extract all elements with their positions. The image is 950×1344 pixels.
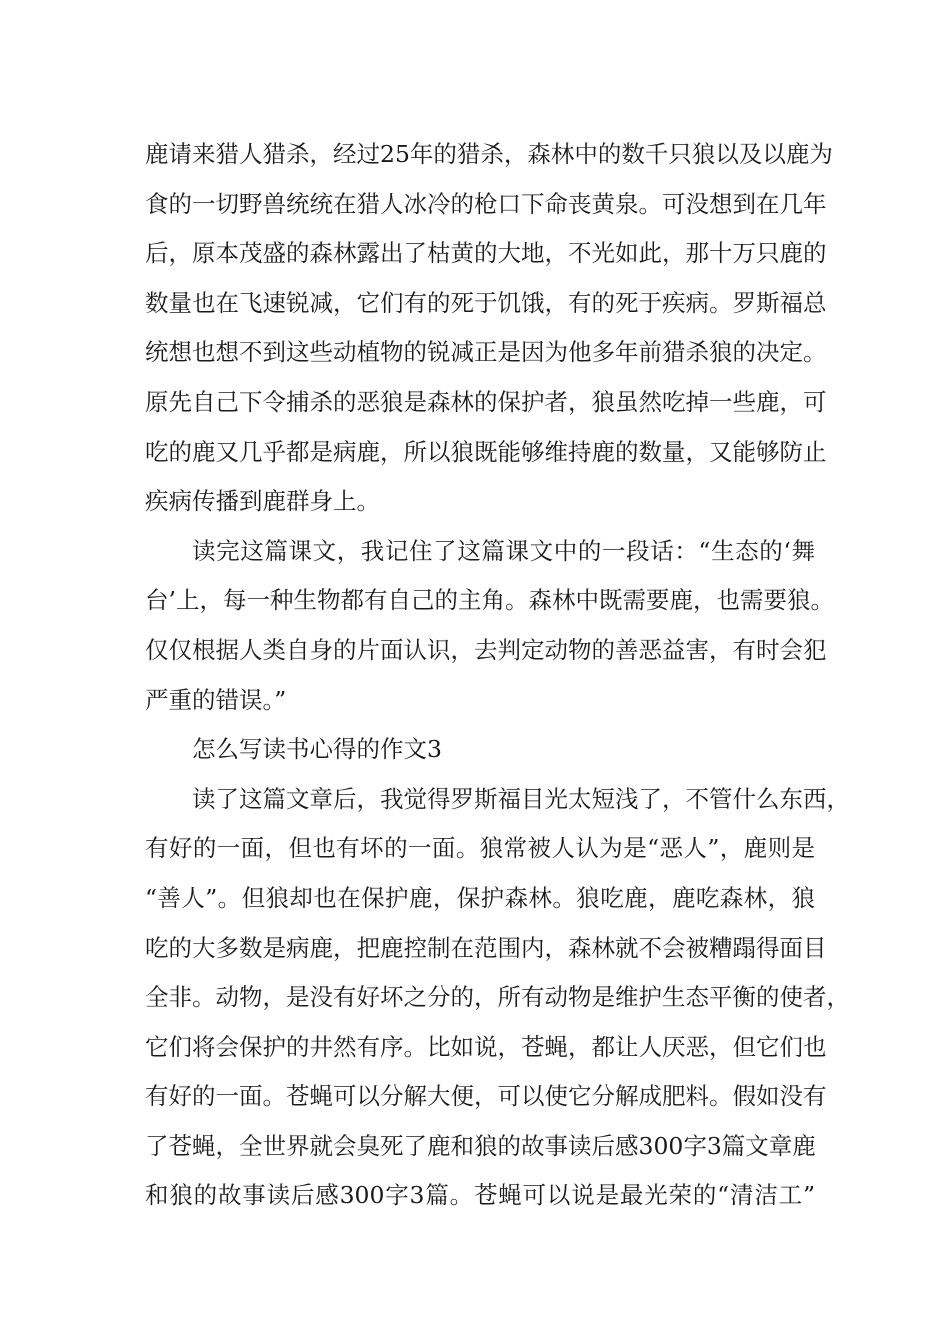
- text-line: 仅仅根据人类自身的片面认识，去判定动物的善恶益害，有时会犯: [145, 635, 827, 664]
- text-line: 它们将会保护的井然有序。比如说，苍蝇，都让人厌恶，但它们也: [145, 1032, 827, 1061]
- text-line: 和狼的故事读后感300字3篇。苍蝇可以说是最光荣的“清洁工”: [145, 1181, 815, 1210]
- section-heading: [145, 725, 815, 775]
- text-line: 台’上，每一种生物都有自己的主角。森林中既需要鹿，也需要狼。: [145, 586, 834, 615]
- paragraph: [145, 527, 834, 725]
- text-line: 严重的错误。”: [145, 685, 287, 714]
- text-line: 了苍蝇，全世界就会臭死了鹿和狼的故事读后感300字3篇文章鹿: [145, 1131, 816, 1160]
- text-line: 鹿请来猎人猎杀，经过25年的猎杀，森林中的数千只狼以及以鹿为: [145, 140, 833, 168]
- text-line: 有好的一面，但也有坏的一面。狼常被人认为是“恶人”，鹿则是: [145, 834, 815, 863]
- paragraph: [145, 775, 850, 1221]
- text-line: “善人”。但狼却也在保护鹿，保护森林。狼吃鹿，鹿吃森林，狼: [145, 883, 815, 912]
- text-line: 吃的大多数是病鹿，把鹿控制在范围内，森林就不会被糟蹋得面目: [145, 933, 827, 962]
- text-line: 全非。动物，是没有好坏之分的，所有动物是维护生态平衡的使者，: [145, 983, 850, 1012]
- text-line: 读完这篇课文，我记住了这篇课文中的一段话：“生态的‘舞: [192, 536, 815, 565]
- text-line: 有好的一面。苍蝇可以分解大便，可以使它分解成肥料。假如没有: [145, 1082, 827, 1111]
- paragraph: [145, 130, 833, 527]
- text-line: 读了这篇文章后，我觉得罗斯福目光太短浅了，不管什么东西，: [192, 784, 850, 813]
- document-body: [145, 130, 850, 1221]
- text-line: 后，原本茂盛的森林露出了枯黄的大地，不光如此，那十万只鹿的: [145, 239, 827, 268]
- text-line: 食的一切野兽统统在猎人冰冷的枪口下命丧黄泉。可没想到在几年: [145, 189, 827, 218]
- text-line: 吃的鹿又几乎都是病鹿，所以狼既能够维持鹿的数量，又能够防止: [145, 437, 827, 466]
- text-line: 疾病传播到鹿群身上。: [145, 487, 380, 516]
- text-line: 统想也想不到这些动植物的锐减正是因为他多年前猎杀狼的决定。: [145, 338, 827, 367]
- text-line: 怎么写读书心得的作文3: [192, 735, 442, 764]
- text-line: 数量也在飞速锐减，它们有的死于饥饿，有的死于疾病。罗斯福总: [145, 288, 827, 317]
- text-line: 原先自己下令捕杀的恶狼是森林的保护者，狼虽然吃掉一些鹿，可: [145, 387, 827, 416]
